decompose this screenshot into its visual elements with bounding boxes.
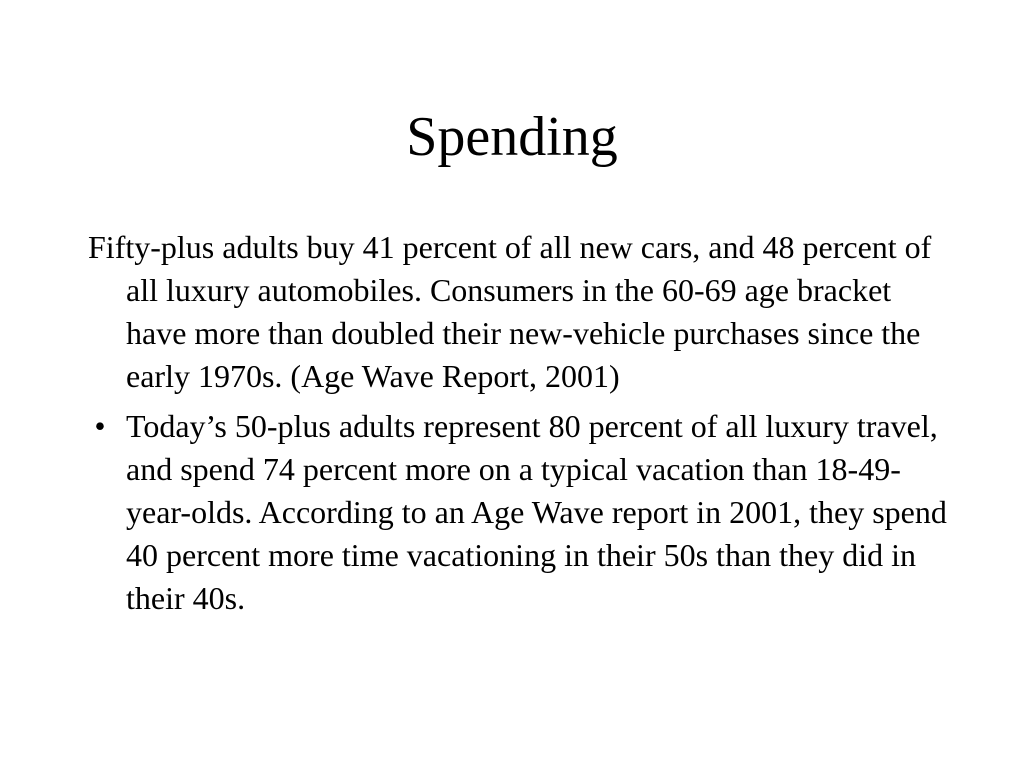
slide-body bbox=[88, 226, 948, 620]
paragraph-travel-spending: Today’s 50-plus adults represent 80 percent of all luxury travel, and spend 74 percent more on a typical vacation than 18-49-year-olds. According to an Age Wave report in 2001, they spend 40 percent more time vacationing in their 50s than they did in their 40s. bbox=[126, 408, 947, 616]
bullet-item-travel bbox=[88, 405, 948, 620]
paragraph-car-purchases: Fifty-plus adults buy 41 percent of all new cars, and 48 percent of all luxury automobiles. Consumers in the 60-69 age bracket have more than doubled their new-vehicle purchases since the early 1970s. (Age Wave Report, 2001) bbox=[88, 229, 932, 394]
bullet-icon: • bbox=[94, 408, 106, 444]
slide-title: Spending bbox=[406, 106, 618, 168]
